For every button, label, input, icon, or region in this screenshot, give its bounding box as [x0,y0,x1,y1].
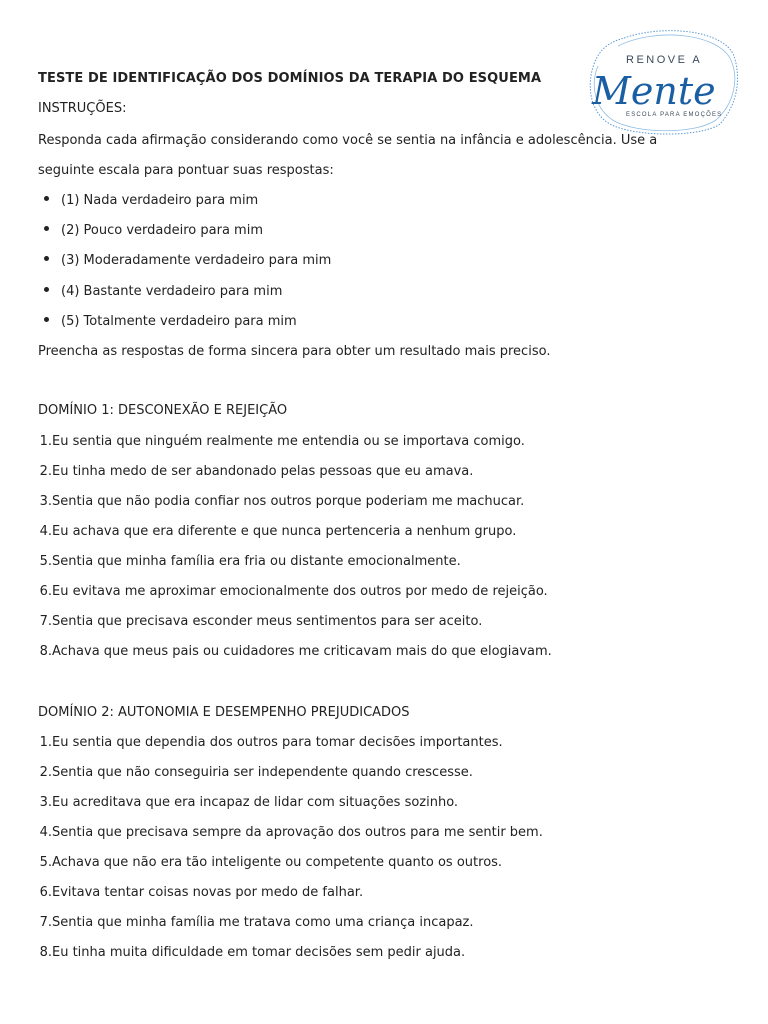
logo-graphic [584,26,744,138]
bullet-icon [44,226,49,231]
instructions-label: INSTRUÇÕES: [38,101,127,116]
instructions-text-2: seguinte escala para pontuar suas respostas: [38,163,334,178]
question-number: 4. [39,825,52,840]
question-item [30,434,525,449]
domain-heading: DOMÍNIO 1: DESCONEXÃO E REJEIÇÃO [38,403,288,418]
question-number: 1. [39,735,52,750]
bullet-icon [44,287,49,292]
question-number: 5. [39,855,52,870]
question-text: Sentia que precisava esconder meus sentimentos para ser aceito. [52,614,483,629]
question-number: 3. [39,795,52,810]
question-item [30,584,548,599]
question-number: 3. [39,494,52,509]
question-number: 8. [39,945,52,960]
scale-item-label: (2) Pouco verdadeiro para mim [61,223,263,238]
question-item [30,464,473,479]
question-text: Sentia que minha família era fria ou distante emocionalmente. [52,554,461,569]
scale-item [44,223,263,238]
scale-item-label: (4) Bastante verdadeiro para mim [61,284,283,299]
question-item [30,644,552,659]
question-text: Eu evitava me aproximar emocionalmente dos outros por medo de rejeição. [52,584,548,599]
question-item [30,524,516,539]
bullet-icon [44,317,49,322]
question-text: Eu achava que era diferente e que nunca pertenceria a nenhum grupo. [52,524,517,539]
question-text: Eu sentia que dependia dos outros para tomar decisões importantes. [52,735,503,750]
question-item [30,494,524,509]
question-number: 4. [39,524,52,539]
scale-item-label: (1) Nada verdadeiro para mim [61,193,259,208]
question-item [30,614,482,629]
question-number: 2. [39,765,52,780]
question-text: Sentia que não conseguiria ser independente quando crescesse. [52,765,473,780]
question-number: 6. [39,885,52,900]
question-text: Eu sentia que ninguém realmente me entendia ou se importava comigo. [52,434,525,449]
question-text: Sentia que minha família me tratava como uma criança incapaz. [52,915,474,930]
renove-a-mente-logo [584,26,744,138]
question-text: Sentia que não podia confiar nos outros porque poderiam me machucar. [52,494,525,509]
question-number: 5. [39,554,52,569]
scale-item-label: (5) Totalmente verdadeiro para mim [61,314,297,329]
question-text: Sentia que precisava sempre da aprovação dos outros para me sentir bem. [52,825,543,840]
domain-heading: DOMÍNIO 2: AUTONOMIA E DESEMPENHO PREJUDICADOS [38,705,410,720]
question-item [30,795,458,810]
question-number: 8. [39,644,52,659]
closing-instruction: Preencha as respostas de forma sincera para obter um resultado mais preciso. [38,344,551,359]
logo-line1: RENOVE A [626,54,703,66]
question-text: Achava que não era tão inteligente ou competente quanto os outros. [52,855,503,870]
question-item [30,735,503,750]
scale-item [44,314,297,329]
page-title: TESTE DE IDENTIFICAÇÃO DOS DOMÍNIOS DA TERAPIA DO ESQUEMA [38,71,542,86]
question-text: Evitava tentar coisas novas por medo de falhar. [52,885,364,900]
question-number: 1. [39,434,52,449]
question-text: Eu tinha muita dificuldade em tomar decisões sem pedir ajuda. [52,945,466,960]
question-item [30,855,502,870]
question-text: Eu acreditava que era incapaz de lidar com situações sozinho. [52,795,459,810]
scale-item [44,193,258,208]
question-item [30,885,363,900]
question-item [30,765,473,780]
question-number: 7. [39,915,52,930]
logo-line2: Mente [592,69,716,113]
question-number: 2. [39,464,52,479]
logo-line3: ESCOLA PARA EMOÇÕES [626,112,723,118]
bullet-icon [44,256,49,261]
question-item [30,915,474,930]
scale-item-label: (3) Moderadamente verdadeiro para mim [61,253,332,268]
question-number: 6. [39,584,52,599]
question-text: Eu tinha medo de ser abandonado pelas pessoas que eu amava. [52,464,474,479]
question-item [30,945,465,960]
scale-item [44,284,282,299]
question-item [30,554,461,569]
question-number: 7. [39,614,52,629]
question-item [30,825,543,840]
bullet-icon [44,196,49,201]
scale-item [44,253,331,268]
instructions-text-1: Responda cada afirmação considerando como você se sentia na infância e adolescência. Use a [38,133,658,148]
question-text: Achava que meus pais ou cuidadores me criticavam mais do que elogiavam. [52,644,552,659]
